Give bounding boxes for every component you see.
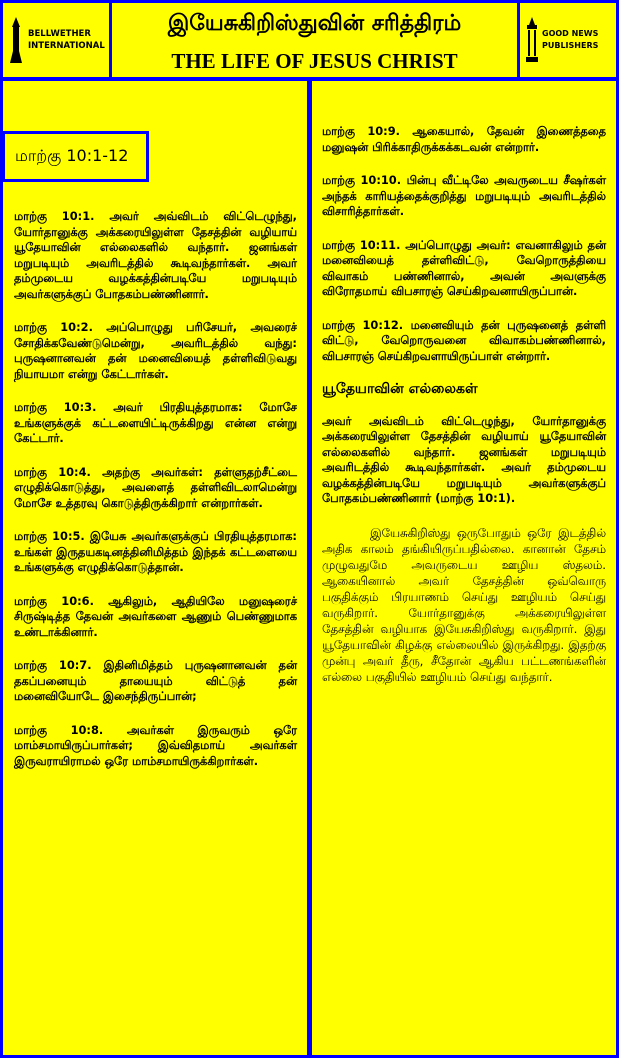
verse-10-3: மாற்கு 10:3. அவர் பிரதியுத்தரமாக: மோசே உங்களுக்குக் கட்டளையிட்டிருக்கிறது என்ன என்று கேட்டார். — [14, 400, 297, 445]
verse-10-10: மாற்கு 10:10. பின்பு வீட்டிலே அவருடைய சீஷர்கள் அந்தக் காரியத்தைக்குறித்து மறுபடியும் அவரிடத்தில் விசாரித்தார்கள். — [322, 173, 606, 218]
scripture-reference-text: மாற்கு 10:1-12 — [15, 146, 129, 165]
verse-10-8: மாற்கு 10:8. அவர்கள் இருவரும் ஒரே மாம்சமாயிருப்பார்கள்; இவ்விதமாய் அவர்கள் இருவராயிராமல் ஒரே மாம்சமாயிருக்கிறார்கள். — [14, 722, 297, 768]
page-title-tamil: இயேசுகிறிஸ்துவின் சரித்திரம் — [167, 11, 462, 36]
good-news-logo — [520, 3, 616, 77]
verse-10-11: மாற்கு 10:11. அப்பொழுது அவர்: எவனாகிலும் தன் மனைவியைத் தள்ளிவிட்டு, வேறொருத்தியை விவாகம் பண்ணினால், அவன் அவளுக்கு விரோதமாய் விபசாரஞ் செய்கிறவனாயிருப்பான். — [322, 237, 606, 298]
section-summary: அவர் அவ்விடம் விட்டெழுந்து, யோர்தானுக்கு அக்கரையிலுள்ள தேசத்தின் வழியாய் யூதேயாவின் எல்லைகளில் வந்தார். ஜனங்கள் மறுபடியும் அவரிடத்தில் கூடிவந்தார்கள். அவர் தம்முடைய வழக்கத்தின்படியே மறுபடியும் அவர்களுக்குப் போதகம்பண்ணினார் (மாற்கு 10:1). — [322, 413, 606, 505]
verse-10-5: மாற்கு 10:5. இயேசு அவர்களுக்குப் பிரதியுத்தரமாக: உங்கள் இருதயகடினத்தினிமித்தம் இந்தக் கட்டளையை உங்களுக்கு எழுதிக்கொடுத்தான். — [14, 529, 297, 574]
scripture-reference — [2, 131, 149, 182]
tower-icon — [7, 15, 25, 65]
page-title-english: THE LIFE OF JESUS CHRIST — [171, 49, 458, 73]
verse-10-9: மாற்கு 10:9. ஆகையால், தேவன் இணைத்ததை மனுஷன் பிரிக்காதிருக்கக்கடவன் என்றார். — [322, 124, 606, 154]
section-heading: யூதேயாவின் எல்லைகள் — [322, 381, 478, 397]
commentary-paragraph: இயேசுகிறிஸ்து ஒருபோதும் ஒரே இடத்தில் அதிக காலம் தங்கியிருப்பதில்லை. கானான் தேசம் முழுவதுமே அவருடைய ஊழிய ஸ்தலம். ஆகையினால் அவர் தேசத்தின் ஒவ்வொரு பகுதிக்கும் பிரயாணம் செய்து ஊழியம் செய்து வருகிறார். யோர்தானுக்கு அக்கரையிலுள்ள தேசத்தின் வழியாக இயேசுகிறிஸ்து வருகிறார். இது யூதேயாவின் கிழக்கு எல்லையில் இருக்கிறது. இதற்கு முன்பு அவர் தீரு, சீதோன் ஆகிய பட்டணங்களின் எல்லை பகுதியில் ஊழியம் செய்து வந்தார். — [322, 525, 606, 684]
verse-10-2: மாற்கு 10:2. அப்பொழுது பரிசேயர், அவரைச் சோதிக்கவேண்டுமென்று, அவரிடத்தில் வந்து: புருஷனானவன் தன் மனைவியைத் தள்ளிவிடுவது நியாயமா என்று கேட்டார்கள். — [14, 320, 297, 381]
verse-10-12: மாற்கு 10:12. மனைவியும் தன் புருஷனைத் தள்ளி விட்டு, வேறொருவனை விவாகம்பண்ணினால், விபசாரஞ் செய்கிறவளாயிருப்பாள் என்றார். — [322, 317, 606, 363]
left-column — [14, 209, 297, 787]
left-logo-line1: BELLWETHER — [28, 29, 91, 39]
right-logo-line1: GOOD NEWS — [542, 29, 599, 38]
title-banner — [112, 3, 517, 77]
verse-10-7: மாற்கு 10:7. இதினிமித்தம் புருஷனானவன் தன் தகப்பனையும் தாயையும் விட்டுத் தன் மனைவியோடே இசைந்திருப்பான்; — [14, 658, 297, 703]
verse-10-4: மாற்கு 10:4. அதற்கு அவர்கள்: தள்ளுதற்சீட்டை எழுதிக்கொடுத்து, அவளைத் தள்ளிவிடலாமென்று மோசே உத்தரவு கொடுத்திருக்கிறார் என்றார்கள். — [14, 464, 297, 510]
left-logo-line2: INTERNATIONAL — [28, 41, 105, 51]
verse-10-6: மாற்கு 10:6. ஆகிலும், ஆதியிலே மனுஷரைச் சிருஷ்டித்த தேவன் அவர்களை ஆணும் பெண்ணுமாக உண்டாக்கினார். — [14, 593, 297, 639]
verse-10-1: மாற்கு 10:1. அவர் அவ்விடம் விட்டெழுந்து, யோர்தானுக்கு அக்கரையிலுள்ள தேசத்தின் வழியாய் யூதேயாவின் எல்லைகளில் வந்தார். ஜனங்கள் மறுபடியும் அவரிடத்தில் கூடிவந்தார்கள். அவர் தம்முடைய வழக்கத்தின்படியே மறுபடியும் அவர்களுக்குப் போதகம்பண்ணினார். — [14, 209, 297, 301]
bellwether-logo — [3, 3, 109, 77]
temple-icon — [524, 15, 540, 65]
right-column — [322, 124, 606, 703]
right-logo-line2: PUBLISHERS — [542, 41, 599, 50]
